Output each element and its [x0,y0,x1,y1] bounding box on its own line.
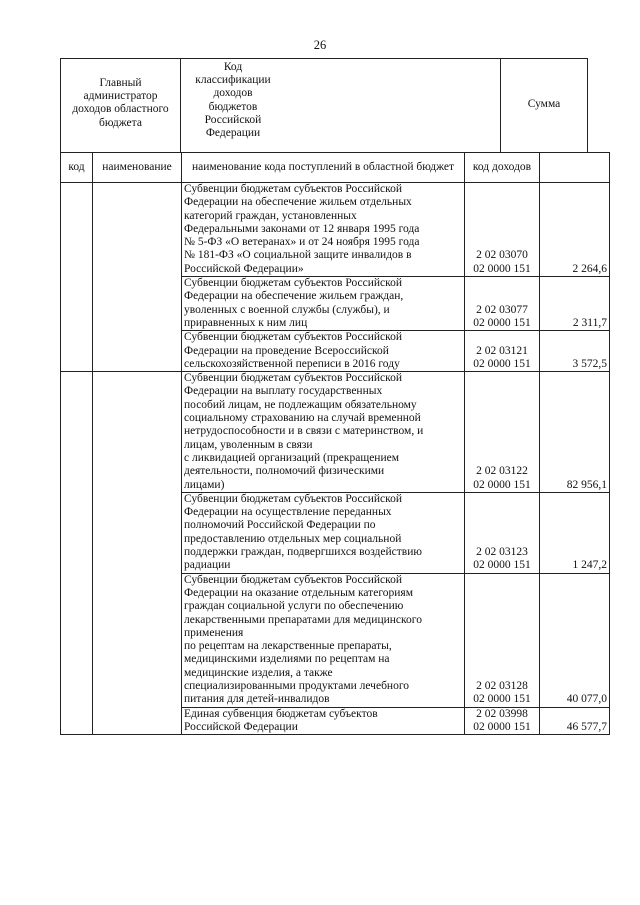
column-header-income-code: код доходов [465,153,540,183]
name-line: Федеральными законами от 12 января 1995 года [184,222,420,235]
code-line: 02 0000 151 [473,693,531,706]
header-classification-line: доходов [213,87,253,100]
header-classification-line: Российской [204,113,262,126]
name-line: лицам, уволенным в связи [184,438,313,451]
name-line: Российской Федерации [184,720,298,733]
code-line: 2 02 03998 [476,707,528,720]
header-admin-line: доходов областного [72,103,169,116]
name-line: пособий лицам, не подлежащим обязательному [184,398,417,411]
income-code-cell [465,372,540,493]
header-classification-line: Федерации [205,127,261,140]
income-name-cell [182,492,465,573]
name-line: предоставлению отдельных мер социальной [184,532,402,545]
name-line: уволенных с военной службы (службы), и [184,303,390,316]
code-line: 02 0000 151 [473,559,531,572]
name-line: специализированными продуктами лечебного [184,679,410,692]
code-line: 02 0000 151 [473,316,531,329]
code-line: 2 02 03121 [476,344,528,357]
name-line: деятельности, полномочий физическими [184,465,385,478]
name-line: Федерации на проведение Всероссийской [184,344,389,357]
header-classification-line: Код [223,61,243,73]
name-line: социальному страхованию на случай временной [184,412,421,425]
name-line: Федерации на осуществление переданных [184,506,392,519]
name-line: Федерации на обеспечение жильем граждан, [184,290,404,303]
sum-cell: 1 247,2 [540,492,610,573]
admin-name-cell [93,372,182,735]
name-line: радиации [184,559,231,572]
name-line: Субвенции бюджетам субъектов Российской [184,573,403,586]
income-name-cell [182,331,465,372]
income-name-cell [182,573,465,707]
name-line: нетрудоспособности и в связи с материнством, и [184,425,424,438]
name-line: питания для детей-инвалидов [184,693,330,706]
income-code-cell [465,573,540,707]
income-code-cell [465,183,540,277]
code-line: 02 0000 151 [473,478,531,491]
name-line: медицинскими изделиями по рецептам на [184,653,390,666]
income-code-cell [465,277,540,331]
column-header-row [61,153,610,183]
name-line: Федерации на оказание отдельным категориям [184,586,413,599]
code-line: 2 02 03122 [476,465,528,478]
income-code-cell [465,492,540,573]
code-line: 2 02 03123 [476,546,528,559]
name-line: № 181-ФЗ «О социальной защите инвалидов в [184,249,412,262]
code-line: 02 0000 151 [473,720,531,733]
admin-code-cell [61,372,93,735]
code-line: 02 0000 151 [473,262,531,275]
name-line: поддержки граждан, подвергшихся воздействию [184,546,422,559]
name-line: применения [184,626,244,639]
header-right-border [587,58,588,152]
name-line: Субвенции бюджетам субъектов Российской [184,183,403,195]
name-line: приравненных к ним лиц [184,316,308,329]
name-line: Единая субвенция бюджетам субъектов [184,707,378,720]
name-line: Субвенции бюджетам субъектов Российской [184,492,403,505]
sum-cell: 46 577,7 [540,707,610,735]
header-admin-title [61,77,180,130]
income-name-cell [182,707,465,735]
name-line: полномочий Российской Федерации по [184,519,376,532]
name-line: сельскохозяйственной переписи в 2016 году [184,357,400,370]
income-name-cell [182,277,465,331]
income-name-cell [182,372,465,493]
income-code-cell [465,707,540,735]
name-line: медицинские изделия, а также [184,666,333,679]
name-line: Российской Федерации» [184,262,304,275]
header-classification-line: классификации [195,74,271,87]
name-line: Федерации на обеспечение жильем отдельных [184,196,412,209]
header-admin-line: администратор [83,90,158,103]
header-classification-line: бюджетов [208,100,258,113]
code-line: 02 0000 151 [473,357,531,370]
admin-code-cell [61,183,93,372]
code-line: 2 02 03070 [476,249,528,262]
name-line: № 5-ФЗ «О ветеранах» и от 24 ноября 1995 года [184,236,420,249]
income-name-cell [182,183,465,277]
column-header-sum-blank [540,153,610,183]
sum-cell: 82 956,1 [540,372,610,493]
code-line: 2 02 03077 [476,303,528,316]
name-line: Субвенции бюджетам субъектов Российской [184,331,403,344]
name-line: категорий граждан, установленных [184,209,357,222]
header-classification-title [181,61,285,140]
header-top-border [60,58,588,59]
table-header-block [60,58,588,152]
name-line: с ликвидацией организаций (прекращением [184,451,399,464]
sum-cell: 2 264,6 [540,183,610,277]
page-number: 26 [313,38,327,52]
name-line: Субвенции бюджетам субъектов Российской [184,277,403,290]
name-line: лекарственными препаратами для медицинского [184,613,422,626]
table-row [61,372,610,493]
header-admin-line: Главный [99,77,142,89]
name-line: лицами) [184,478,225,491]
name-line: по рецептам на лекарственные препараты, [184,640,392,653]
header-admin-line: бюджета [99,116,142,129]
sum-cell: 2 311,7 [540,277,610,331]
sum-cell: 40 077,0 [540,573,610,707]
column-header-kod: код [61,153,93,183]
income-code-cell [465,331,540,372]
name-line: Субвенции бюджетам субъектов Российской [184,372,403,385]
admin-name-cell [93,183,182,372]
code-line: 2 02 03128 [476,679,528,692]
income-table [60,152,610,735]
column-header-naimenovanie: наименование [93,153,182,183]
column-header-income-name: наименование кода поступлений в областной бюджет [182,153,465,183]
header-sum-title: Сумма [527,98,561,110]
name-line: граждан социальной услуги по обеспечению [184,600,404,613]
sum-cell: 3 572,5 [540,331,610,372]
table-row [61,183,610,277]
name-line: Федерации на выплату государственных [184,385,383,398]
